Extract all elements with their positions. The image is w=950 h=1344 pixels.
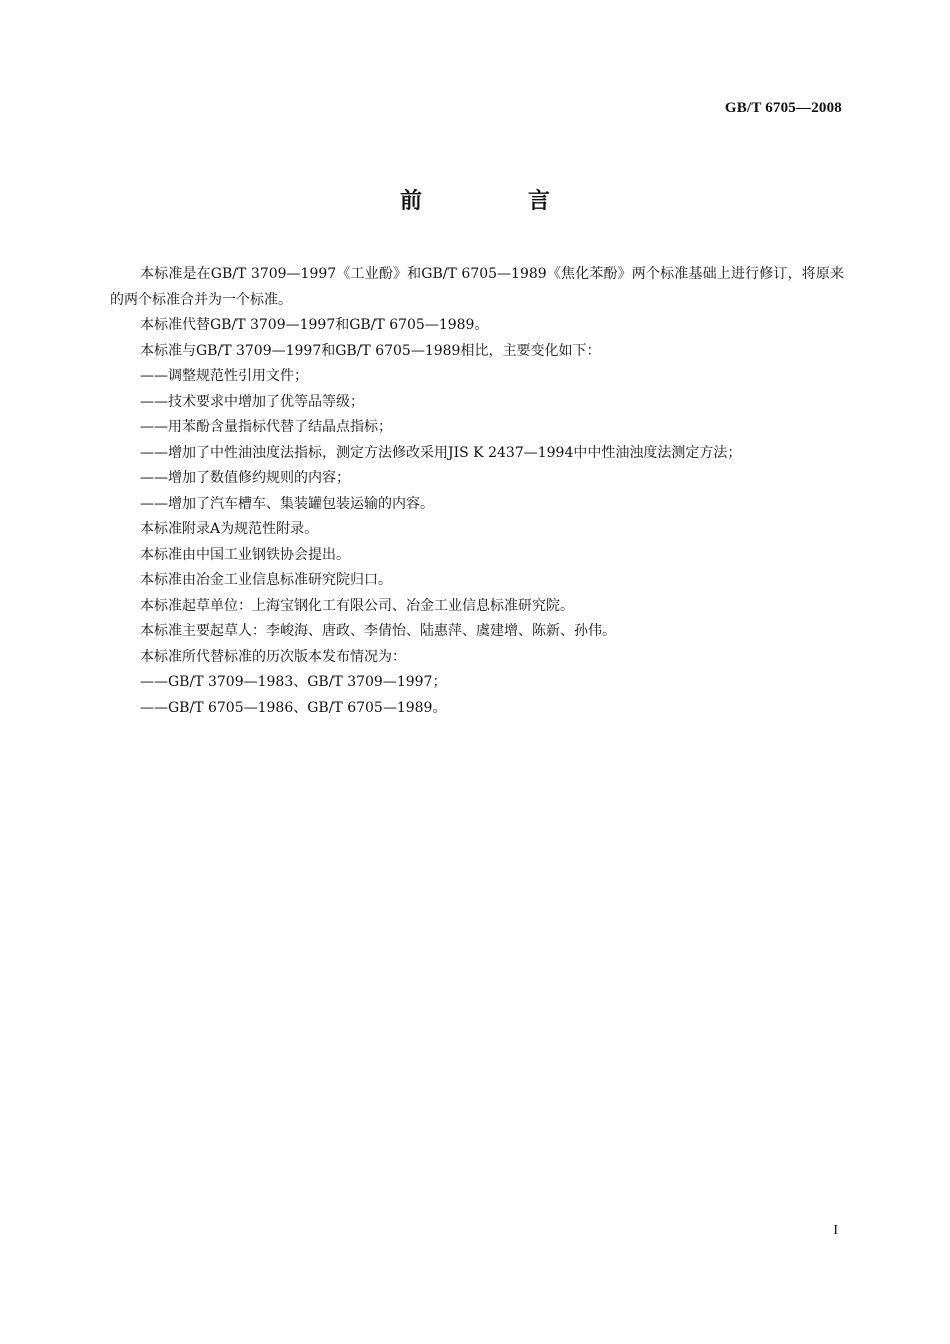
paragraph-appendix: 本标准附录A为规范性附录。 bbox=[140, 521, 319, 537]
paragraph-drafting-units: 本标准起草单位：上海宝钢化工有限公司、冶金工业信息标准研究院。 bbox=[140, 597, 574, 614]
paragraph-intro: 本标准是在GB/T 3709—1997《工业酚》和GB/T 6705—1989《焦化苯酚》两个标准基础上进行修订，将原来的两个标准合并为一个标准。 bbox=[110, 266, 844, 308]
page-title: 前 言 bbox=[399, 189, 592, 214]
list-item-change: ——技术要求中增加了优等品等级； bbox=[140, 393, 364, 410]
list-item-history: ——GB/T 3709—1983、GB/T 3709—1997； bbox=[140, 674, 447, 690]
standard-code: GB/T 6705—2008 bbox=[724, 100, 842, 116]
paragraph-replaces: 本标准代替GB/T 3709—1997和GB/T 6705—1989。 bbox=[140, 317, 489, 333]
page-number: I bbox=[833, 1223, 838, 1238]
list-item-change: ——用苯酚含量指标代替了结晶点指标； bbox=[140, 419, 392, 435]
paragraph-changes-intro: 本标准与GB/T 3709—1997和GB/T 6705—1989相比，主要变化如下： bbox=[140, 342, 601, 359]
list-item-history: ——GB/T 6705—1986、GB/T 6705—1989。 bbox=[140, 699, 447, 716]
paragraph-history-intro: 本标准所代替标准的历次版本发布情况为： bbox=[140, 648, 406, 665]
paragraph-drafters: 本标准主要起草人：李峻海、唐政、李倩怡、陆惠萍、虞建增、陈新、孙伟。 bbox=[140, 623, 616, 639]
paragraph-administrator: 本标准由冶金工业信息标准研究院归口。 bbox=[140, 572, 392, 588]
paragraph-proposer: 本标准由中国工业钢铁协会提出。 bbox=[140, 546, 350, 563]
list-item-change: ——调整规范性引用文件； bbox=[140, 368, 308, 384]
list-item-change: ——增加了汽车槽车、集装罐包装运输的内容。 bbox=[140, 495, 434, 512]
list-item-change: ——增加了中性油浊度法指标，测定方法修改采用JIS K 2437—1994中中性油浊度法测定方法； bbox=[140, 444, 742, 461]
foreword-body bbox=[110, 262, 844, 721]
list-item-change: ——增加了数值修约规则的内容； bbox=[140, 470, 350, 486]
